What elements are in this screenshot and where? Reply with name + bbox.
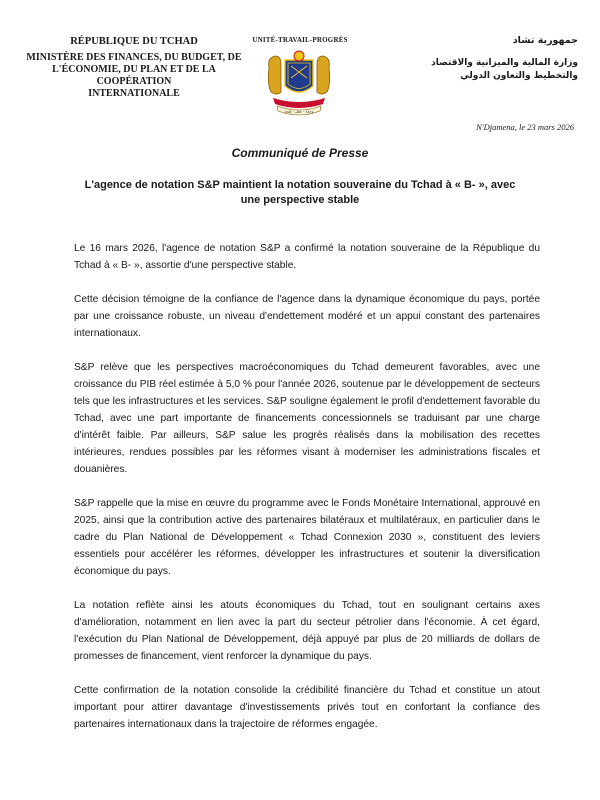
document-date: N'Djamena, le 23 mars 2026 <box>476 122 574 132</box>
paragraph-5: La notation reflète ainsi les atouts économiques du Tchad, tout en soulignant certains axes d'amélioration, notamment en lien avec la part du secteur pétrolier dans l'économie. À cet égard, l'exécution du Plan National de Développement, déjà appuyé par plus de 20 milliards de dollars de promesses de financement, vient renforcer la dynamique du pays. <box>74 600 540 662</box>
republic-name-fr: RÉPUBLIQUE DU TCHAD <box>70 36 198 47</box>
headline: L'agence de notation S&P maintient la notation souveraine du Tchad à « B- », avec une perspective stable <box>84 179 516 206</box>
ministry-name-line2: L'ÉCONOMIE, DU PLAN ET DE LA COOPÉRATION <box>52 64 216 87</box>
emblem-ribbon-text: وحدة - عمل - تقدم <box>284 109 314 114</box>
paragraph-1: Le 16 mars 2026, l'agence de notation S&P a confirmé la notation souveraine de la République du Tchad à « B- », assortie d'une perspective stable. <box>74 243 540 271</box>
republic-name-ar: جمهورية تشاد <box>512 35 578 46</box>
ministry-name-line3: INTERNATIONALE <box>88 88 180 99</box>
national-motto: UNITÉ-TRAVAIL-PROGRÈS <box>252 36 348 44</box>
paragraph-4: S&P rappelle que la mise en œuvre du programme avec le Fonds Monétaire International, approuvé en 2025, ainsi que la contribution active des partenaires bilatéraux et multilatéraux, en particulier dans le cadre du Plan National de Développement « Tchad Connexion 2030 », constituent des leviers essentiels pour accélérer les réformes, développer les infrastructures et soutenir la diversification économique du pays. <box>74 498 540 577</box>
coat-of-arms-emblem <box>263 48 335 120</box>
header-left-block <box>14 36 254 100</box>
ministry-name-ar-line1: وزارة المالية والميزانية والاقتصاد <box>431 58 578 68</box>
ministry-name-line1: MINISTÈRE DES FINANCES, DU BUDGET, DE <box>26 52 242 63</box>
paragraph-3: S&P relève que les perspectives macroéconomiques du Tchad demeurent favorables, avec une croissance du PIB réel estimée à 5,0 % pour l'année 2026, soutenue par le développement de secteurs tels que les infrastructures et les services. S&P souligne également le profil d'endettement favorable du Tchad, avec une part importante de financements concessionnels se traduisant par une charge d'intérêt faible. Par ailleurs, S&P salue les progrès réalisés dans la mobilisation des recettes intérieures, rendues possibles par les réformes visant à moderniser les administrations fiscales et douanières. <box>74 362 540 475</box>
communique-title: Communiqué de Presse <box>231 146 369 160</box>
paragraph-6: Cette confirmation de la notation consolide la crédibilité financière du Tchad et constitue un atout important pour attirer davantage d'investissements privés tout en confortant la confiance des partenaires internationaux dans la trajectoire de réformes engagée. <box>74 685 540 730</box>
body-text <box>74 240 540 750</box>
ministry-name-ar-line2: والتخطيط والتعاون الدولي <box>460 71 578 81</box>
header-right-block <box>408 34 578 83</box>
paragraph-2: Cette décision témoigne de la confiance de l'agence dans la dynamique économique du pays, portée par une croissance robuste, un niveau d'endettement modéré et un appui constant des partenaires internationaux. <box>74 294 540 339</box>
